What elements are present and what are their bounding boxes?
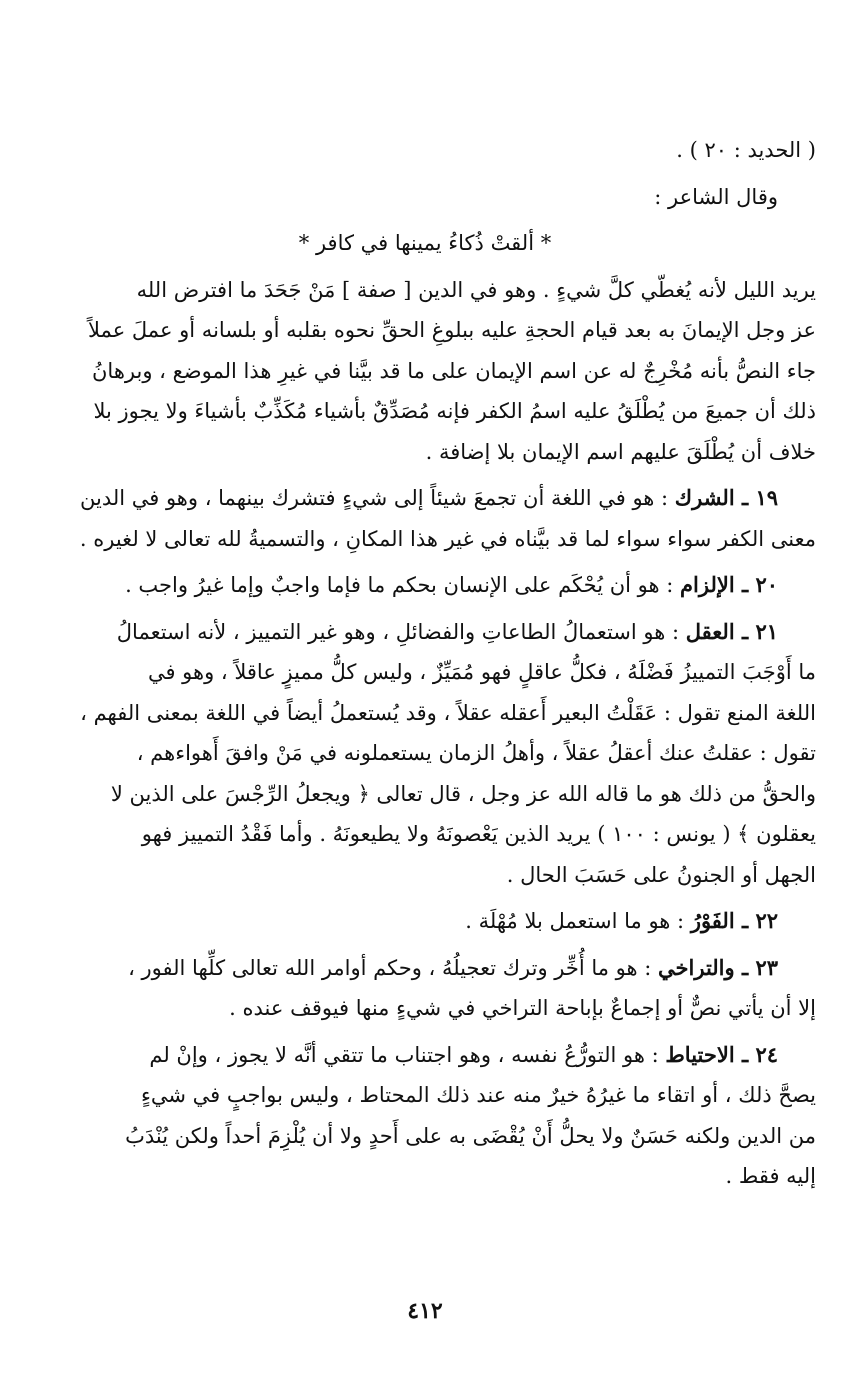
- text-line: والحقُّ من ذلك هو ما قاله الله عز وجل ، قال تعالى ﴿ ويجعلُ الرِّجْسَ على الذين لا: [110, 781, 816, 806]
- term-definition: : هو التورُّعُ نفسه ، وهو اجتناب ما تتقي أنَّه لا يجوز ، وإنْ لم: [149, 1042, 666, 1067]
- definition-aql: [34, 612, 816, 896]
- citation-paragraph: [34, 130, 816, 171]
- text-line: ما أَوْجَبَ التمييزُ فَضْلَهُ ، فكلُّ عاقلٍ فهو مُمَيِّزٌ ، وليس كلُّ مميزٍ عاقلاً ، وهو في: [147, 660, 816, 684]
- term-heading: ٢١ ـ العقل: [685, 618, 778, 644]
- definition-ihtiyat: [34, 1035, 816, 1197]
- text-line: يريد الليل لأنه يُغطّي كلَّ شيءٍ . وهو في الدين [ صفة ] مَنْ جَحَدَ ما افترض الله: [136, 277, 816, 302]
- text-line: [34, 612, 816, 653]
- term-heading: ٢٣ ـ والتراخي: [658, 954, 778, 980]
- quran-citation: ( الحديد : ٢٠ ) .: [676, 138, 816, 162]
- text-line: تقول : عقلتُ عنك أعقلُ عقلاً ، وأهلُ الزمان يستعملونه في مَنْ وافقَ أَهواءهم ،: [136, 741, 816, 765]
- text-line: جاء النصُّ بأنه مُخْرِجٌ له عن اسم الإيمان على ما قد بيَّنا في غيرِ هذا الموضع ، وبرهانُ: [92, 358, 816, 383]
- term-definition: : هو ما استعمل بلا مُهْلَة .: [465, 909, 691, 933]
- text-line: الجهل أو الجنونُ على حَسَبَ الحال .: [506, 862, 816, 887]
- definition-ilzam: [34, 565, 816, 606]
- text-line: إليه فقط .: [725, 1164, 816, 1188]
- term-definition: : هو أن يُحْكَم على الإنسان بحكم ما فإما واجبٌ وإما غيرُ واجب .: [125, 573, 681, 597]
- definition-shirk: [34, 478, 816, 559]
- term-heading: ٢٤ ـ الاحتياط: [665, 1041, 778, 1067]
- text-line: خلاف أن يُطْلَقَ عليهم اسم الإيمان بلا إضافة .: [425, 439, 816, 464]
- verse-paragraph: [34, 223, 816, 264]
- term-heading: ٢٢ ـ الفَوْرُ: [690, 908, 778, 933]
- text-line: [34, 1035, 816, 1076]
- text-line: إلا أن يأتي نصٌّ أو إجماعٌ بإباحة التراخي في شيءٍ منها فيوقف عنده .: [229, 996, 816, 1020]
- page-number: ٤١٢: [407, 1298, 443, 1324]
- text-line: اللغة المنع تقول : عَقَلْتُ البعير أَعقله عقلاً ، وقد يُستعملُ أيضاً في اللغة بمعنى الفهم ،: [80, 700, 816, 725]
- term-heading: ١٩ ـ الشرك: [674, 485, 778, 510]
- definition-fawr: [34, 901, 816, 942]
- text-line: يعقلون ﴾ ( يونس : ١٠٠ ) يريد الذين يَعْصونَهُ ولا يطيعونَهُ . وأما فَقْدُ التمييز فهو: [141, 822, 816, 846]
- text-line: [34, 948, 816, 989]
- term-definition: : هو في اللغة أن تجمعَ شيئاً إلى شيءٍ فتشرك بينهما ، وهو في الدين: [79, 486, 675, 510]
- text-line: [34, 901, 816, 942]
- term-definition: : هو ما أُخِّر وترك تعجيلُهُ ، وحكم أوامر الله تعالى كلِّها الفور ،: [128, 955, 659, 980]
- text-line: من الدين ولكنه حَسَنٌ ولا يحلُّ أَنْ يُقْضَى به على أَحدٍ ولا أن يُلْزِمَ أحداً ولكن يُنْدَبُ: [125, 1123, 816, 1148]
- text-line: [34, 565, 816, 606]
- term-definition: : هو استعمالُ الطاعاتِ والفضائلِ ، وهو غير التمييز ، لأنه استعمالُ: [116, 619, 686, 644]
- text-line: ذلك أن جميعَ من يُطْلَقُ عليه اسمُ الكفر فإنه مُصَدِّقٌ بأشياء مُكَذِّبٌ بأشياءَ ولا يجوز بلا: [93, 399, 816, 423]
- poetry-verse: * ألقتْ ذُكاءُ يمينها في كافر *: [298, 231, 552, 255]
- text-line: عز وجل الإيمانَ به بعد قيام الحجةِ عليه ببلوغِ الحقِّ نحوه بقلبه أو بلسانه أو عملَ عملاً: [88, 318, 816, 342]
- term-heading: ٢٠ ـ الإلزام: [680, 572, 778, 597]
- text-line: معنى الكفر سواء سواء لما قد بيَّناه في غير هذا المكانِ ، والتسميةُ لله تعالى لا لغيره .: [79, 526, 816, 551]
- text-line: يصحَّ ذلك ، أو اتقاء ما غيرُهُ خيرٌ منه عند ذلك المحتاط ، وليس بواجبٍ في شيءٍ: [141, 1083, 816, 1107]
- poet-intro-paragraph: [34, 177, 816, 218]
- text-line: [34, 478, 816, 519]
- kufr-paragraph: [34, 270, 816, 473]
- poet-intro: وقال الشاعر :: [654, 184, 778, 209]
- definition-tarakhi: [34, 948, 816, 1029]
- page-body: [34, 130, 816, 1197]
